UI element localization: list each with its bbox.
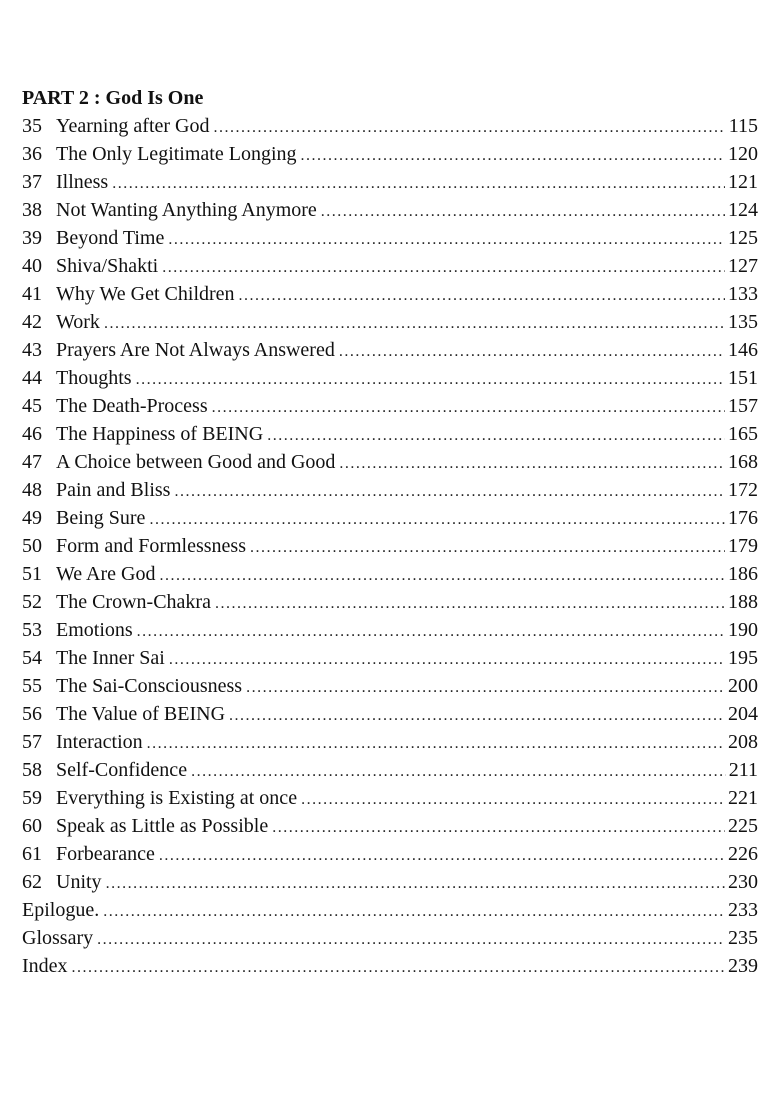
chapter-title: Speak as Little as Possible [56,815,269,837]
chapter-title: Self-Confidence [56,759,188,781]
chapter-title: Everything is Existing at once [56,787,298,809]
chapter-number: 42 [22,311,42,333]
page-number: 120 [728,143,758,165]
toc-entry [22,280,758,308]
dot-leader [321,198,725,226]
page-number: 230 [728,871,758,893]
page-number: 157 [728,395,758,417]
chapter-title: The Sai-Consciousness [56,675,243,697]
page-number: 235 [728,927,758,949]
dot-leader [339,450,725,478]
toc-entry-glossary [22,924,758,952]
page-number: 179 [728,535,758,557]
dot-leader [214,114,726,142]
dot-leader [72,954,725,982]
back-matter-title: Glossary [22,927,94,949]
page-number: 188 [728,591,758,613]
dot-leader [147,730,725,758]
toc-entry [22,560,758,588]
toc-entry [22,448,758,476]
dot-leader [159,842,725,870]
chapter-number: 41 [22,283,42,305]
toc-entry [22,588,758,616]
dot-leader [106,870,725,898]
dot-leader [159,562,725,590]
toc-entry [22,616,758,644]
dot-leader [136,366,725,394]
page-number: 200 [728,675,758,697]
chapter-number: 43 [22,339,42,361]
chapter-number: 55 [22,675,42,697]
chapter-number: 51 [22,563,42,585]
chapter-title: Unity [56,871,102,893]
toc-entry [22,868,758,896]
dot-leader [191,758,726,786]
toc-entry [22,112,758,140]
toc-entry [22,672,758,700]
chapter-number: 38 [22,199,42,221]
page-number: 226 [728,843,758,865]
chapter-title: The Inner Sai [56,647,165,669]
chapter-title: A Choice between Good and Good [56,451,336,473]
toc-entry-epilogue [22,896,758,924]
toc-entry [22,812,758,840]
page-number: 165 [728,423,758,445]
dot-leader [168,226,725,254]
page-number: 124 [728,199,758,221]
chapter-title: The Happiness of BEING [56,423,264,445]
toc-entry [22,420,758,448]
page-number: 125 [728,227,758,249]
chapter-number: 49 [22,507,42,529]
back-matter-title: Index [22,955,68,977]
page-number: 176 [728,507,758,529]
toc-entry [22,756,758,784]
chapter-title: Why We Get Children [56,283,235,305]
dot-leader [112,170,725,198]
dot-leader [229,702,725,730]
page-number: 127 [728,255,758,277]
chapter-number: 50 [22,535,42,557]
chapter-title: The Value of BEING [56,703,226,725]
dot-leader [301,142,726,170]
dot-leader [239,282,725,310]
toc-entry [22,224,758,252]
chapter-number: 54 [22,647,42,669]
dot-leader [174,478,725,506]
toc-entry [22,308,758,336]
chapter-title: Interaction [56,731,143,753]
chapter-title: Forbearance [56,843,155,865]
chapter-title: Illness [56,171,109,193]
dot-leader [169,646,725,674]
chapter-title: Beyond Time [56,227,165,249]
chapter-title: Yearning after God [56,115,210,137]
chapter-title: Not Wanting Anything Anymore [56,199,317,221]
chapter-title: Being Sure [56,507,146,529]
chapter-title: We Are God [56,563,156,585]
toc-entry [22,140,758,168]
toc-entry [22,700,758,728]
dot-leader [250,534,725,562]
toc-entry [22,392,758,420]
page-number: 239 [728,955,758,977]
dot-leader [212,394,725,422]
page-number: 172 [728,479,758,501]
page-number: 115 [728,115,758,137]
back-matter-title: Epilogue. [22,899,100,921]
dot-leader [103,898,725,926]
page-number: 190 [728,619,758,641]
dot-leader [301,786,725,814]
toc-entry [22,252,758,280]
chapter-number: 47 [22,451,42,473]
chapter-number: 44 [22,367,42,389]
chapter-number: 48 [22,479,42,501]
toc-entry [22,364,758,392]
dot-leader [246,674,725,702]
chapter-title: The Crown-Chakra [56,591,211,613]
chapter-number: 35 [22,115,42,137]
toc-entry [22,336,758,364]
toc-entry [22,784,758,812]
toc-entry-index [22,952,758,980]
page-number: 168 [728,451,758,473]
toc-entry [22,168,758,196]
page-number: 208 [728,731,758,753]
dot-leader [149,506,725,534]
chapter-title: Work [56,311,100,333]
toc-entry [22,728,758,756]
chapter-number: 40 [22,255,42,277]
chapter-number: 59 [22,787,42,809]
toc-entry [22,476,758,504]
dot-leader [162,254,725,282]
chapter-title: Emotions [56,619,133,641]
dot-leader [272,814,725,842]
page-number: 135 [728,311,758,333]
page-number: 221 [728,787,758,809]
chapter-number: 57 [22,731,42,753]
dot-leader [267,422,725,450]
toc-entry [22,840,758,868]
toc-entry [22,644,758,672]
chapter-number: 45 [22,395,42,417]
page-number: 146 [728,339,758,361]
part-heading: PART 2 : God Is One [22,87,204,109]
chapter-title: Shiva/Shakti [56,255,159,277]
chapter-title: Form and Formlessness [56,535,246,557]
chapter-number: 37 [22,171,42,193]
chapter-number: 39 [22,227,42,249]
toc-entry [22,196,758,224]
chapter-title: Thoughts [56,367,132,389]
chapter-title: The Death-Process [56,395,208,417]
chapter-title: The Only Legitimate Longing [56,143,297,165]
chapter-number: 62 [22,871,42,893]
table-of-contents [22,84,758,980]
chapter-number: 58 [22,759,42,781]
dot-leader [104,310,725,338]
page-number: 133 [728,283,758,305]
toc-entry [22,532,758,560]
chapter-title: Prayers Are Not Always Answered [56,339,335,361]
page-number: 204 [728,703,758,725]
page-number: 233 [728,899,758,921]
chapter-title: Pain and Bliss [56,479,171,501]
chapter-number: 36 [22,143,42,165]
page-number: 225 [728,815,758,837]
dot-leader [97,926,725,954]
chapter-number: 46 [22,423,42,445]
dot-leader [339,338,725,366]
dot-leader [215,590,725,618]
toc-entry [22,504,758,532]
page-number: 151 [728,367,758,389]
page-number: 186 [728,563,758,585]
chapter-number: 53 [22,619,42,641]
chapter-number: 60 [22,815,42,837]
chapter-number: 56 [22,703,42,725]
page-number: 195 [728,647,758,669]
chapter-list [22,112,758,980]
chapter-number: 52 [22,591,42,613]
dot-leader [137,618,725,646]
chapter-number: 61 [22,843,42,865]
page-number: 211 [728,759,758,781]
page-number: 121 [728,171,758,193]
